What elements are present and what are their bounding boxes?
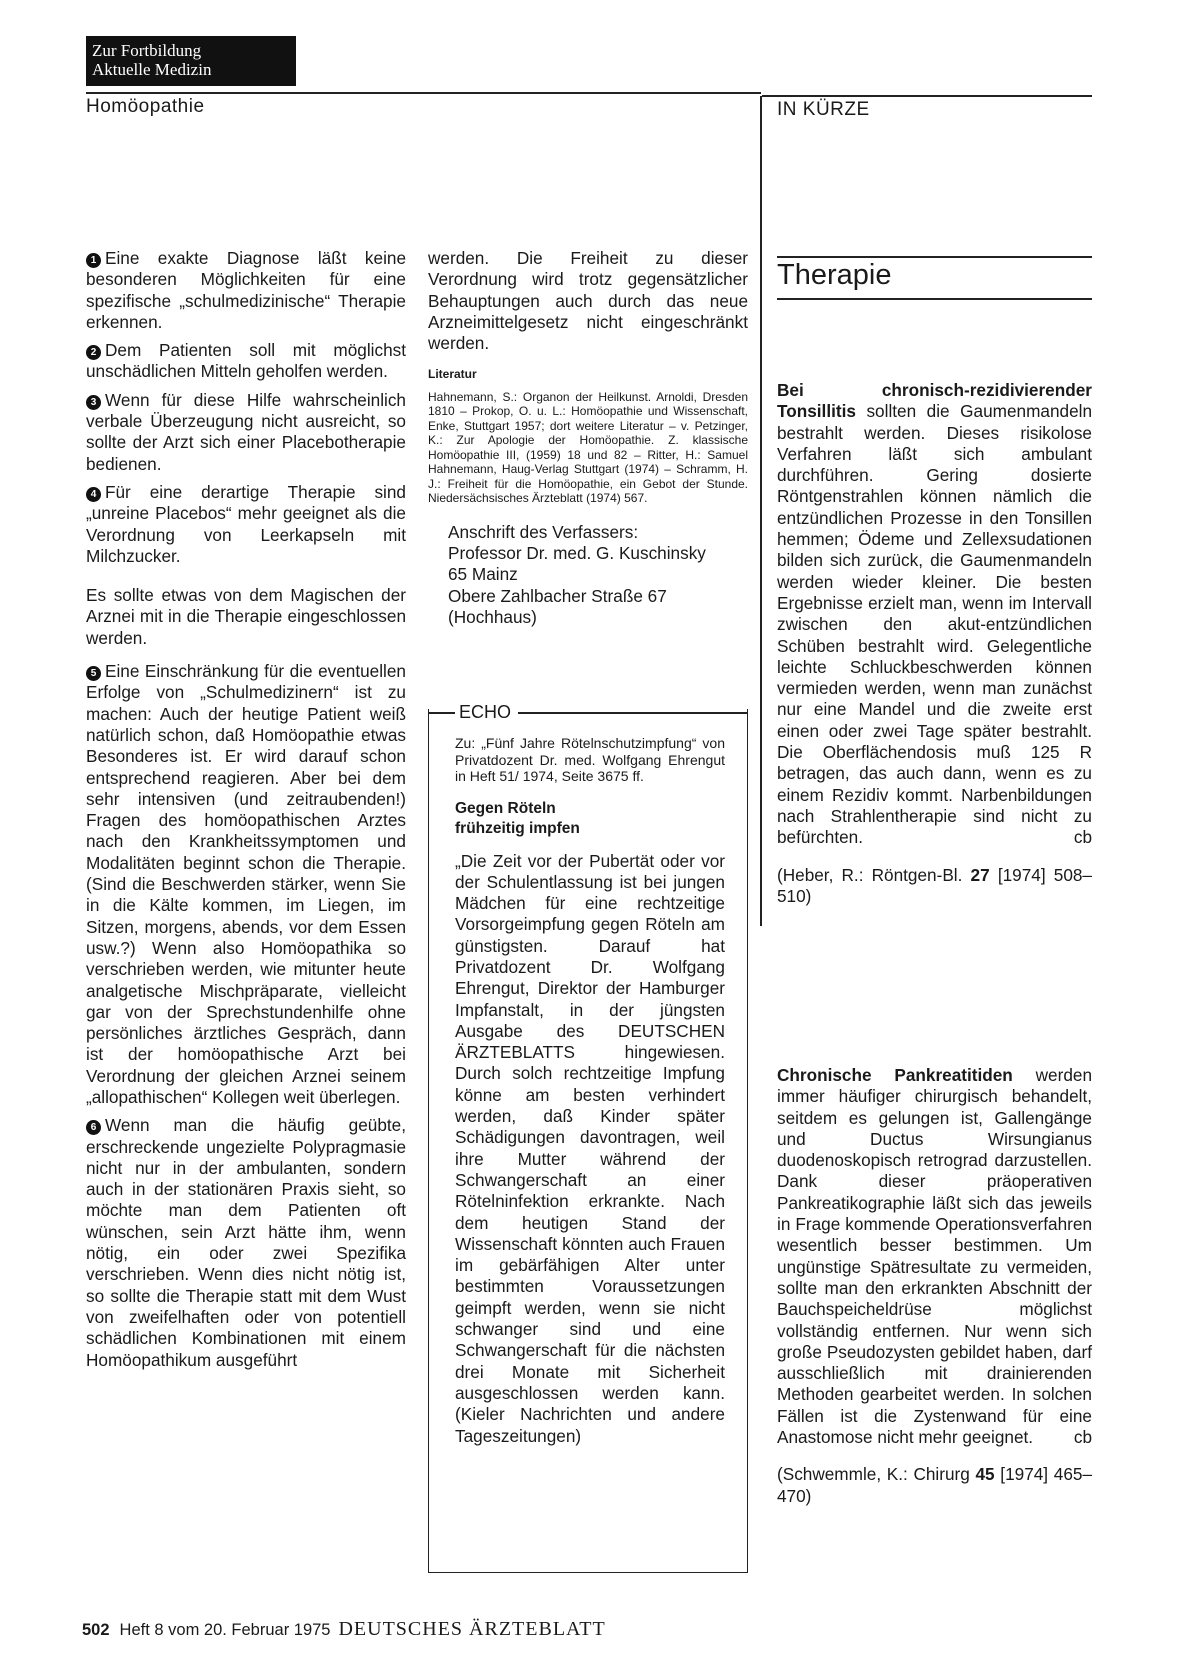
echo-top-rule [428,712,456,714]
literature-heading: Literatur [428,367,477,382]
article-tonsillitis [777,380,1092,907]
article-citation [777,1464,1092,1507]
header-rule-right [762,95,1092,97]
echo-reference: Zu: „Fünf Jahre Rötelnschutzimpfung“ von Privatdozent Dr. med. Wolfgang Ehrengut in Heft 51/ 1974, Seite 3675 ff. [455,735,725,784]
middle-column [428,248,748,628]
section-header-box [86,36,296,86]
list-item-6 [86,1115,406,1371]
article-pankreatitis [777,1065,1092,1507]
number-badge: 3 [86,395,101,410]
address-line: Obere Zahlbacher Straße 67 [448,585,667,606]
right-section-title: IN KÜRZE [777,99,870,120]
list-item-5 [86,661,406,1108]
list-item-2 [86,340,406,383]
citation-volume: 45 [975,1464,995,1485]
article-lead: Chronische Pankreatitiden [777,1065,1013,1085]
address-line: Professor Dr. med. G. Kuschinsky [448,543,706,564]
author-sign: cb [1073,827,1092,848]
issue-info: Heft 8 vom 20. Februar 1975 [119,1621,331,1639]
author-sign: cb [1073,1427,1092,1448]
echo-content [455,735,725,1447]
journal-name: DEUTSCHES ÄRZTEBLATT [338,1618,606,1640]
article-text: sollten die Gaumenmandeln bestrahlt werden. Dieses risikolose Verfahren läßt sich ambulant durchführen. Gering dosierte Röntgenstrahlen können nämlich die entzündlichen Prozesse in den Tonsillen hemmen; Ödeme und Zellexsudationen bilden sich zurück, die Gaumenmandeln werden wieder kleiner. Die besten Ergebnisse erzielt man, wenn im Intervall zwischen den akut-entzündlichen Schüben bestrahlt wird. Gelegentliche leichte Schluckbeschwerden können vermieden werden, wenn man zunächst nur eine Mandel und die zweite erst einen oder zwei Tage später bestrahlt. Die Oberflächendosis muß 125 R betragen, das auch dann, wenn es zu einem Rezidiv kommt. Narbenbildungen nach Strahlentherapie sind nicht zu befürchten. [777,401,1092,848]
list-item-3 [86,390,406,475]
citation-text: (Schwemmle, K.: Chirurg [777,1464,976,1485]
therapie-rule-bottom [777,298,1092,300]
echo-top-rule [518,712,748,714]
list-item-text: Eine Einschränkung für die eventuellen Erfolge von „Schulmedizinern“ ist zu machen: Auch der heutige Patient weiß natürlich schon, daß Homöopathie etwas Besonderes ist. Er wird darauf schon entsprechend reagieren. Aber bei dem sehr intensiven (und zeitraubenden!) Fragen des homöopathischen Arztes nach den Krankheitssymptomen und Modalitäten beginnt schon die Therapie. (Sind die Beschwerden stärker, wenn Sie in die Kälte kommen, im Liegen, im Sitzen, morgens, abends, vor dem Essen usw.?) Wenn also Homöopathika so verschrieben werden, wie mitunter heute analgetische Mischpräparate, vielleicht gar von der Sprechstundenhilfe ohne persönliches ärztliches Gespräch, dann ist der homöopathische Arzt bei Verordnung der gleichen Arznei seinem „allopathischen“ Kollegen weit überlegen. [86,661,406,1107]
number-badge: 2 [86,345,101,360]
echo-title-line: Gegen Röteln [455,799,556,817]
therapie-rule-top [777,256,1092,258]
page-number: 502 [82,1621,110,1639]
address-line: (Hochhaus) [448,606,537,627]
citation-volume: 27 [970,864,990,885]
article-citation [777,865,1092,908]
header-rule-left [86,92,761,94]
article-text: werden immer häufiger chirurgisch behandelt, seitdem es gelungen ist, Gallengänge und Ductus Wirsungianus duodenoskopisch retrograd darzustellen. Dank dieser präoperativen Pankreatikographie läßt sich das jeweils in Frage kommende Operationsverfahren wesentlich besser bestimmen. Um ungünstige Spätresultate zu vermeiden, sollte man den erkrankten Abschnitt der Bauchspeicheldrüse möglichst vollständig entfernen. Nur wenn sich große Pseudozysten gebildet haben, darf ausschließlich mit drainierenden Methoden gearbeitet werden. In solchen Fällen ist die Zystenwand für eine Anastomose nicht mehr geeignet. [777,1065,1092,1448]
list-item-1 [86,248,406,333]
therapie-title: Therapie [777,259,892,291]
echo-body: „Die Zeit vor der Pubertät oder vor der Schulentlassung ist bei jungen Mädchen für eine rechtzeitige Vorsorgeimpfung gegen Röteln am günstigsten. Darauf hat Privatdozent Dr. Wolfgang Ehrengut, Direktor der Hamburger Impfanstalt, in der jüngsten Ausgabe des DEUTSCHEN ÄRZTEBLATTS hingewiesen. Durch solch rechtzeitige Impfung könne am besten verhindert werden, daß Kinder später Schädigungen davontragen, weil ihre Mutter während der Schwangerschaft an einer Rötelninfektion erkrankte. Nach dem heutigen Stand der Wissenschaft könnten auch Frauen im gebärfähigen Alter unter bestimmten Voraussetzungen geimpft werden, wenn sie nicht schwanger sind und eine Schwangerschaft für die nächsten drei Monate mit Sicherheit ausgeschlossen werden kann. (Kieler Nachrichten und andere Tageszeitungen) [455,850,725,1446]
number-badge: 6 [86,1120,101,1135]
citation-text: (Heber, R.: Röntgen-Bl. [777,864,971,885]
list-item-text: Dem Patienten soll mit möglichst unschädlichen Mitteln geholfen werden. [86,340,406,382]
echo-title-line: frühzeitig impfen [455,819,580,837]
article-body [777,1065,1092,1448]
list-item-text: Eine exakte Diagnose läßt keine besonderen Möglichkeiten für eine spezifische „schulmedizinische“ Therapie erkennen. [86,248,406,332]
address-line: 65 Mainz [448,564,518,585]
author-address [428,522,748,628]
continuation-paragraph: werden. Die Freiheit zu dieser Verordnung wird trotz gegensätzlicher Behauptungen auch durch das neue Arzneimittelgesetz nicht eingeschränkt werden. [428,248,748,354]
number-badge: 1 [86,253,101,268]
header-box-line2: Aktuelle Medizin [92,60,212,79]
list-item-4 [86,482,406,567]
list-item-text: Für eine derartige Therapie sind „unreine Placebos“ mehr geeignet als die Verordnung von Leerkapseln mit Milchzucker. [86,481,406,566]
page-footer [82,1618,606,1641]
literature-list: Hahnemann, S.: Organon der Heilkunst. Arnoldi, Dresden 1810 – Prokop, O. u. L.: Homöopathie und Wissenschaft, Enke, Stuttgart 1957; dort weitere Literatur – v. Petzinger, K.: Zur Apologie der Homöopathie. Z. klassische Homöopathie III, (1959) 18 und 82 – Ritter, H.: Samuel Hahnemann, Haug-Verlag Stuttgart (1974) – Schramm, H. J.: Freiheit für die Homöopathie, ein Gebot der Stunde. Niedersächsisches Ärzteblatt (1974) 567. [428,389,748,506]
magic-paragraph: Es sollte etwas von dem Magischen der Arznei mit in die Therapie eingeschlossen werden. [86,585,406,648]
article-lead: Bei chronisch-rezidivierender Tonsillitis [777,380,1092,422]
column-divider [760,96,762,926]
article-body [777,380,1092,849]
echo-title [455,799,725,839]
address-line: Anschrift des Verfassers: [448,521,639,542]
citation-text: [1974] 508–510) [777,864,1092,906]
list-item-text: Wenn man die häufig geübte, erschreckende ungezielte Polypragmasie nicht nur in der ambulanten, sondern auch in der stationären Praxis sieht, so möchte man dem Patienten oft wünschen, sein Arzt hätte ihm, wenn nötig, ein oder zwei Spezifika verschrieben. Wenn dies nicht nötig ist, so sollte die Therapie statt mit dem Wust von zweifelhaften oder von potentiell schädlichen Kombinationen mit einem Homöopathikum ausgeführt [86,1115,406,1370]
list-item-text: Wenn für diese Hilfe wahrscheinlich verbale Überzeugung nicht ausreicht, so sollte der Arzt sich einer Placebotherapie bedienen. [86,389,406,474]
number-badge: 4 [86,487,101,502]
citation-text: [1974] 465–470) [777,1464,1092,1506]
left-column [86,248,406,1378]
number-badge: 5 [86,666,101,681]
echo-label: ECHO [455,702,515,723]
section-title: Homöopathie [86,96,205,117]
header-box-line1: Zur Fortbildung [92,41,202,60]
